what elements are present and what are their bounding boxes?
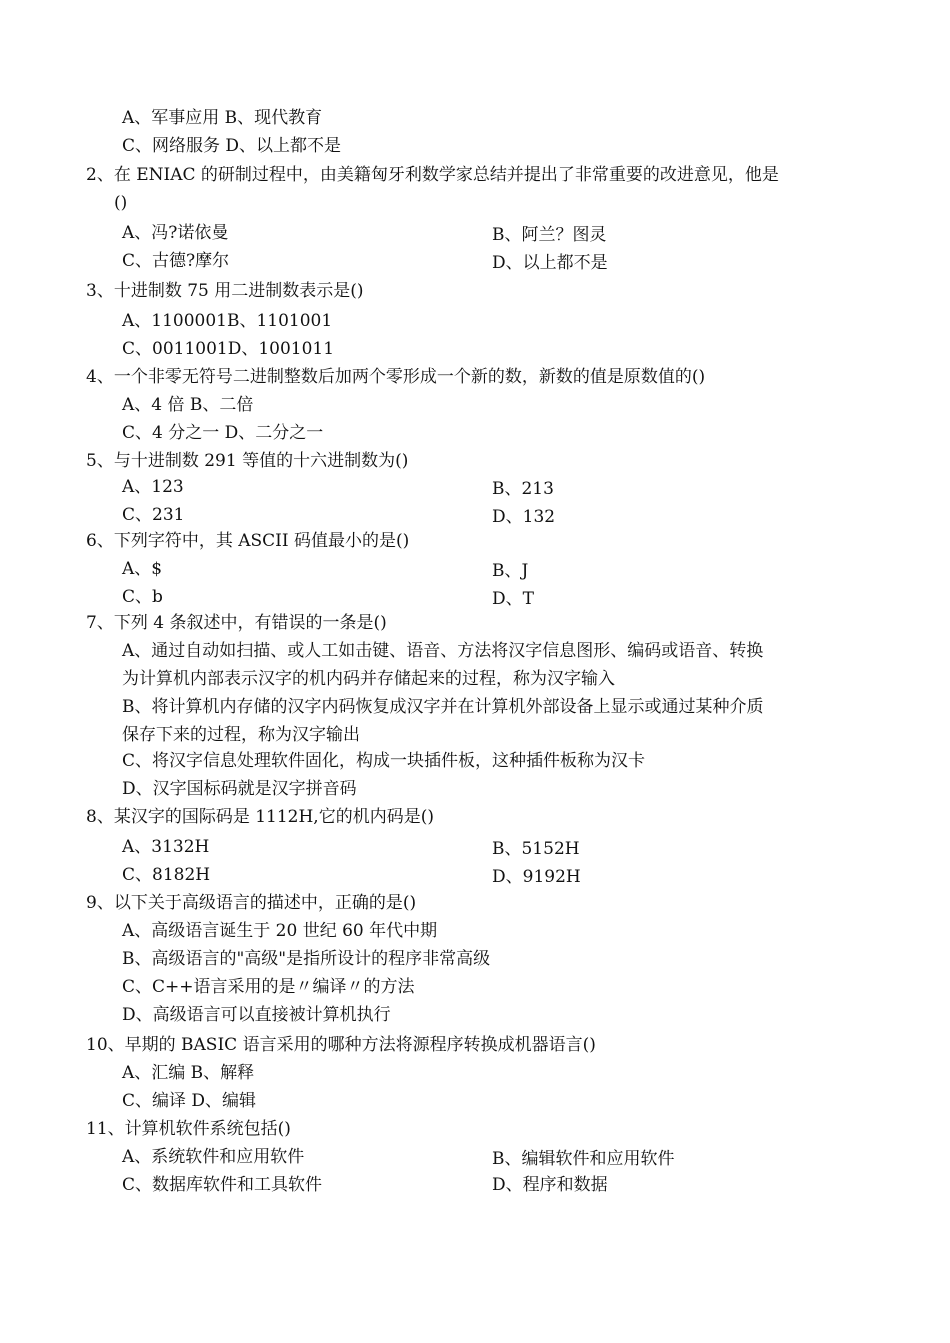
- option-line: C、编译 D、编辑: [122, 1091, 257, 1111]
- option-line: A、123: [122, 477, 184, 497]
- option-line: A、汇编 B、解释: [122, 1063, 255, 1083]
- question-3: 3、十进制数 75 用二进制数表示是(): [86, 281, 364, 301]
- option-line: A、1100001B、1101001: [122, 311, 333, 331]
- question-9: 9、以下关于高级语言的描述中，正确的是(): [86, 893, 417, 913]
- option-line: C、数据库软件和工具软件: [122, 1175, 323, 1195]
- option-line: C、0011001D、1001011: [122, 339, 335, 359]
- option-line: A、$: [122, 559, 163, 579]
- option-line: A、冯?诺依曼: [122, 223, 229, 243]
- option-line: C、231: [122, 505, 185, 525]
- option-line: A、3132H: [122, 837, 210, 857]
- option-line: C、C++语言采用的是〃编译〃的方法: [122, 977, 415, 997]
- option-line: D、程序和数据: [492, 1175, 608, 1195]
- question-7: 7、下列 4 条叙述中，有错误的一条是(): [86, 613, 387, 633]
- option-line: C、网络服务 D、以上都不是: [122, 136, 342, 156]
- option-line: A、军事应用 B、现代教育: [122, 108, 323, 128]
- question-10: 10、早期的 BASIC 语言采用的哪种方法将源程序转换成机器语言(): [86, 1035, 596, 1055]
- option-line: B、213: [492, 479, 554, 499]
- option-line: C、b: [122, 587, 163, 607]
- option-line: B、编辑软件和应用软件: [492, 1149, 675, 1169]
- option-line: B、高级语言的"高级"是指所设计的程序非常高级: [122, 949, 491, 969]
- option-line: C、将汉字信息处理软件固化，构成一块插件板，这种插件板称为汉卡: [122, 751, 646, 771]
- question-5: 5、与十进制数 291 等值的十六进制数为(): [86, 451, 409, 471]
- option-line: B、将计算机内存储的汉字内码恢复成汉字并在计算机外部设备上显示或通过某种介质: [122, 697, 764, 717]
- option-line: D、132: [492, 507, 556, 527]
- option-line: D、T: [492, 589, 534, 609]
- option-line: A、系统软件和应用软件: [122, 1147, 305, 1167]
- option-line: 保存下来的过程，称为汉字输出: [122, 725, 360, 745]
- option-line: C、古德?摩尔: [122, 251, 230, 271]
- option-line: C、8182H: [122, 865, 211, 885]
- option-line: A、4 倍 B、二倍: [122, 395, 254, 415]
- option-line: D、以上都不是: [492, 253, 608, 273]
- option-line: B、5152H: [492, 839, 580, 859]
- question-4: 4、一个非零无符号二进制整数后加两个零形成一个新的数，新数的值是原数值的(): [86, 367, 706, 387]
- option-line: C、4 分之一 D、二分之一: [122, 423, 324, 443]
- option-line: D、9192H: [492, 867, 581, 887]
- option-line: B、阿兰？图灵: [492, 225, 607, 245]
- option-line: D、高级语言可以直接被计算机执行: [122, 1005, 391, 1025]
- option-line: A、高级语言诞生于 20 世纪 60 年代中期: [122, 921, 438, 941]
- option-line: A、通过自动如扫描、或人工如击键、语音、方法将汉字信息图形、编码或语音、转换: [122, 641, 764, 661]
- option-line: 为计算机内部表示汉字的机内码并存储起来的过程，称为汉字输入: [122, 669, 615, 689]
- question-6: 6、下列字符中，其 ASCII 码值最小的是(): [86, 531, 410, 551]
- question-11: 11、计算机软件系统包括(): [86, 1119, 291, 1139]
- question-2: 2、在 ENIAC 的研制过程中，由美籍匈牙利数学家总结并提出了非常重要的改进意见，他是: [86, 165, 779, 185]
- option-line: B、J: [492, 561, 529, 581]
- question-8: 8、某汉字的国际码是 1112H,它的机内码是(): [86, 807, 434, 827]
- option-line: D、汉字国标码就是汉字拼音码: [122, 779, 357, 799]
- question-2-blank: (): [114, 193, 128, 213]
